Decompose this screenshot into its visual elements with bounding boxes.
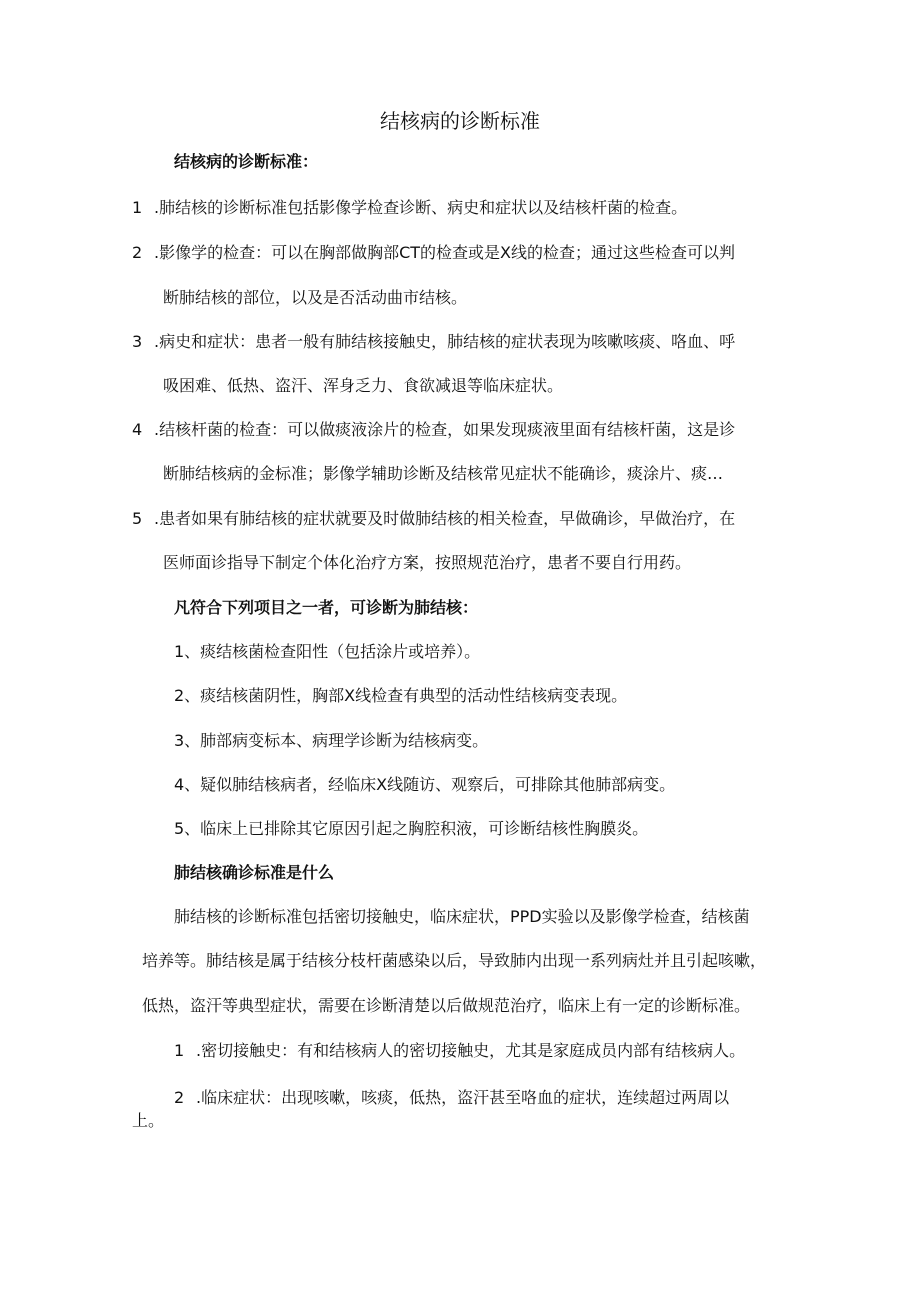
list-item-text: .肺结核的诊断标准包括影像学检查诊断、病史和症状以及结核杆菌的检查。	[154, 198, 688, 217]
list-item-continuation: 上。	[132, 1111, 165, 1130]
list-item-number: 3	[132, 332, 143, 351]
list-item-text: .病史和症状：患者一般有肺结核接触史，肺结核的症状表现为咳嗽咳痰、咯血、呼	[154, 332, 736, 351]
section-heading-confirmation-criteria: 肺结核确诊标准是什么	[174, 863, 335, 882]
list-item-continuation: 医师面诊指导下制定个体化治疗方案，按照规范治疗，患者不要自行用药。	[163, 553, 692, 572]
list-item	[132, 332, 735, 352]
paragraph-line: 低热，盗汗等典型症状，需要在诊断清楚以后做规范治疗，临床上有一定的诊断标准。	[142, 996, 751, 1015]
list-item-text: .密切接触史：有和结核病人的密切接触史，尤其是家庭成员内部有结核病人。	[196, 1041, 746, 1060]
list-item	[132, 420, 735, 440]
list-item-number: 1	[174, 1041, 185, 1060]
list-item	[174, 1041, 745, 1061]
list-item	[132, 509, 735, 529]
paragraph-line: 培养等。肺结核是属于结核分枝杆菌感染以后，导致肺内出现一系列病灶并且引起咳嗽，	[142, 951, 767, 970]
list-item-continuation: 吸困难、低热、盗汗、浑身乏力、食欲减退等临床症状。	[163, 376, 564, 395]
list-item-text: .临床症状：出现咳嗽，咳痰，低热，盗汗甚至咯血的症状，连续超过两周以	[196, 1088, 730, 1107]
section-heading-criteria-list: 凡符合下列项目之一者，可诊断为肺结核：	[174, 598, 479, 617]
list-item-number: 2	[132, 243, 143, 262]
document-title: 结核病的诊断标准	[380, 109, 540, 133]
list-item: 1、痰结核菌检查阳性（包括涂片或培养）。	[174, 642, 481, 661]
list-item	[174, 1088, 729, 1108]
list-item: 3、肺部病变标本、病理学诊断为结核病变。	[174, 731, 489, 750]
list-item-continuation: 断肺结核的部位，以及是否活动曲市结核。	[163, 288, 468, 307]
list-item-number: 4	[132, 420, 143, 439]
list-item-text: .患者如果有肺结核的症状就要及时做肺结核的相关检查，早做确诊，早做治疗，在	[154, 509, 736, 528]
list-item-number: 1	[132, 198, 143, 217]
list-item-number: 2	[174, 1088, 185, 1107]
list-item	[132, 243, 735, 263]
list-item: 4、疑似肺结核病者，经临床X线随访、观察后，可排除其他肺部病变。	[174, 775, 676, 794]
list-item-text: .结核杆菌的检查：可以做痰液涂片的检查，如果发现痰液里面有结核杆菌，这是诊	[154, 420, 736, 439]
list-item	[132, 198, 687, 218]
list-item-text: .影像学的检查：可以在胸部做胸部CT的检查或是X线的检查；通过这些检查可以判	[154, 243, 735, 262]
list-item-number: 5	[132, 509, 143, 528]
list-item-continuation: 断肺结核病的金标准；影像学辅助诊断及结核常见症状不能确诊，痰涂片、痰…	[163, 464, 724, 483]
paragraph-line: 肺结核的诊断标准包括密切接触史，临床症状，PPD实验以及影像学检查，结核菌	[174, 907, 750, 926]
section-heading-diagnosis-criteria: 结核病的诊断标准：	[174, 152, 319, 171]
list-item: 5、临床上已排除其它原因引起之胸腔积液，可诊断结核性胸膜炎。	[174, 819, 649, 838]
list-item: 2、痰结核菌阴性，胸部X线检查有典型的活动性结核病变表现。	[174, 686, 628, 705]
